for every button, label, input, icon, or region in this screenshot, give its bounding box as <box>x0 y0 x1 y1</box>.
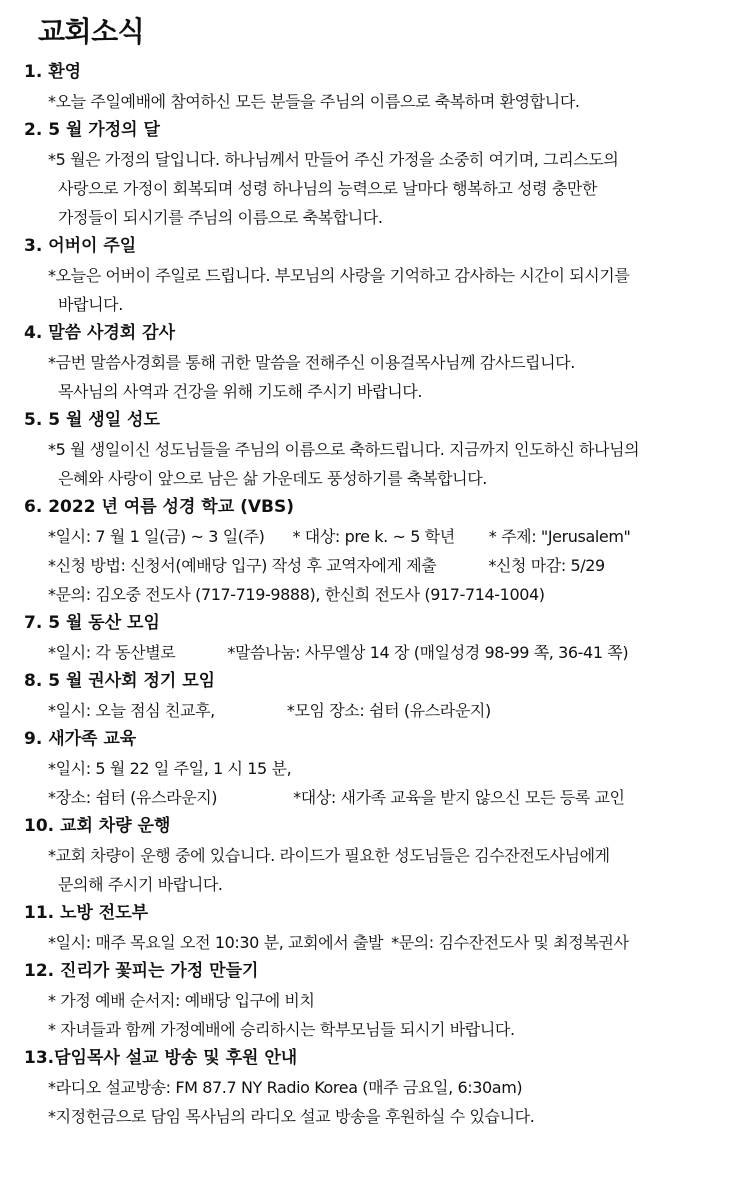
section-line: *오늘은 어버이 주일로 드립니다. 부모님의 사랑을 기억하고 감사하는 시간이 되시기를 <box>48 266 630 285</box>
section-row <box>24 580 730 609</box>
news-item-vbs <box>24 493 730 609</box>
news-item-birthdays <box>24 406 730 493</box>
section-line: * 가정 예배 순서지: 예배당 입구에 비치 <box>48 991 315 1010</box>
row-segment: *모임 장소: 쉼터 (유스라운지) <box>286 701 491 720</box>
row-segment: * 주제: "Jerusalem" <box>488 527 631 546</box>
section-heading: 5. 5 월 생일 성도 <box>24 410 160 430</box>
section-line: 가정들이 되시기를 주님의 이름으로 축복합니다. <box>58 208 383 227</box>
news-list <box>24 58 730 1131</box>
section-line: *5 월은 가정의 달입니다. 하나님께서 만들어 주신 가정을 소중히 여기며, 그리스도의 <box>48 150 619 169</box>
row-segment: * 대상: pre k. ~ 5 학년 <box>292 527 455 546</box>
news-item-street-evangelism <box>24 899 730 957</box>
section-heading: 8. 5 월 권사회 정기 모임 <box>24 671 216 691</box>
news-item-family-worship <box>24 957 730 1044</box>
row-segment: *일시: 매주 목요일 오전 10:30 분, 교회에서 출발 <box>48 933 384 952</box>
page-title: 교회소식 <box>38 15 145 48</box>
section-line: * 자녀들과 함께 가정예배에 승리하시는 학부모님들 되시기 바랍니다. <box>48 1020 515 1039</box>
section-line: 은혜와 사랑이 앞으로 남은 삶 가운데도 풍성하기를 축복합니다. <box>58 469 487 488</box>
row-segment: *장소: 쉼터 (유스라운지) <box>48 788 218 807</box>
section-heading: 1. 환영 <box>24 62 82 82</box>
section-row <box>24 928 730 957</box>
section-line: *오늘 주일예배에 참여하신 모든 분들을 주님의 이름으로 축복하며 환영합니다. <box>48 92 580 111</box>
row-segment: *일시: 각 동산별로 <box>48 643 176 662</box>
section-heading: 4. 말씀 사경회 감사 <box>24 323 175 343</box>
section-heading: 7. 5 월 동산 모임 <box>24 613 160 633</box>
section-row <box>24 754 730 783</box>
section-line: *지정헌금으로 담임 목사님의 라디오 설교 방송을 후원하실 수 있습니다. <box>48 1107 535 1126</box>
section-row <box>24 522 730 551</box>
row-segment: *말씀나눔: 사무엘상 14 장 (매일성경 98-99 쪽, 36-41 쪽) <box>227 643 629 662</box>
row-segment: *대상: 새가족 교육을 받지 않으신 모든 등록 교인 <box>293 788 625 807</box>
row-segment: *문의: 김오중 전도사 (717-719-9888), 한신희 전도사 (917-714-1004) <box>48 585 545 604</box>
section-line: *교회 차량이 운행 중에 있습니다. 라이드가 필요한 성도님들은 김수잔전도사님에게 <box>48 846 610 865</box>
section-line: 문의해 주시기 바랍니다. <box>58 875 223 894</box>
row-segment: *일시: 5 월 22 일 주일, 1 시 15 분, <box>48 759 292 778</box>
row-segment: *일시: 7 월 1 일(금) ~ 3 일(주) <box>48 527 265 546</box>
section-line: *라디오 설교방송: FM 87.7 NY Radio Korea (매주 금요일, 6:30am) <box>48 1078 523 1097</box>
section-line: 사랑으로 가정이 회복되며 성령 하나님의 능력으로 날마다 행복하고 성령 충만한 <box>58 179 598 198</box>
row-segment: *신청 마감: 5/29 <box>488 556 605 575</box>
section-line: *5 월 생일이신 성도님들을 주님의 이름으로 축하드립니다. 지금까지 인도하신 하나님의 <box>48 440 640 459</box>
section-line: *금번 말씀사경회를 통해 귀한 말씀을 전해주신 이용걸목사님께 감사드립니다. <box>48 353 575 372</box>
section-row <box>24 638 730 667</box>
news-item-welcome <box>24 58 730 116</box>
news-item-radio-broadcast <box>24 1044 730 1131</box>
section-heading: 2. 5 월 가정의 달 <box>24 120 160 140</box>
row-segment: *신청 방법: 신청서(예배당 입구) 작성 후 교역자에게 제출 <box>48 556 437 575</box>
section-heading: 6. 2022 년 여름 성경 학교 (VBS) <box>24 497 294 517</box>
section-line: 바랍니다. <box>58 295 123 314</box>
section-line: 목사님의 사역과 건강을 위해 기도해 주시기 바랍니다. <box>58 382 423 401</box>
section-heading: 3. 어버이 주일 <box>24 236 137 256</box>
section-row <box>24 783 730 812</box>
news-item-church-van <box>24 812 730 899</box>
news-item-revival-thanks <box>24 319 730 406</box>
section-heading: 11. 노방 전도부 <box>24 903 149 923</box>
news-item-family-month <box>24 116 730 232</box>
news-item-cell-meeting <box>24 609 730 667</box>
section-heading: 9. 새가족 교육 <box>24 729 137 749</box>
section-row <box>24 696 730 725</box>
news-item-deaconess-meeting <box>24 667 730 725</box>
section-heading: 10. 교회 차량 운행 <box>24 816 171 836</box>
section-heading: 13.담임목사 설교 방송 및 후원 안내 <box>24 1048 298 1068</box>
section-row <box>24 551 730 580</box>
row-segment: *문의: 김수잔전도사 및 최정복권사 <box>391 933 629 952</box>
news-item-newcomer-class <box>24 725 730 812</box>
news-item-parents-sunday <box>24 232 730 319</box>
row-segment: *일시: 오늘 점심 친교후, <box>48 701 215 720</box>
section-heading: 12. 진리가 꽃피는 가정 만들기 <box>24 961 259 981</box>
